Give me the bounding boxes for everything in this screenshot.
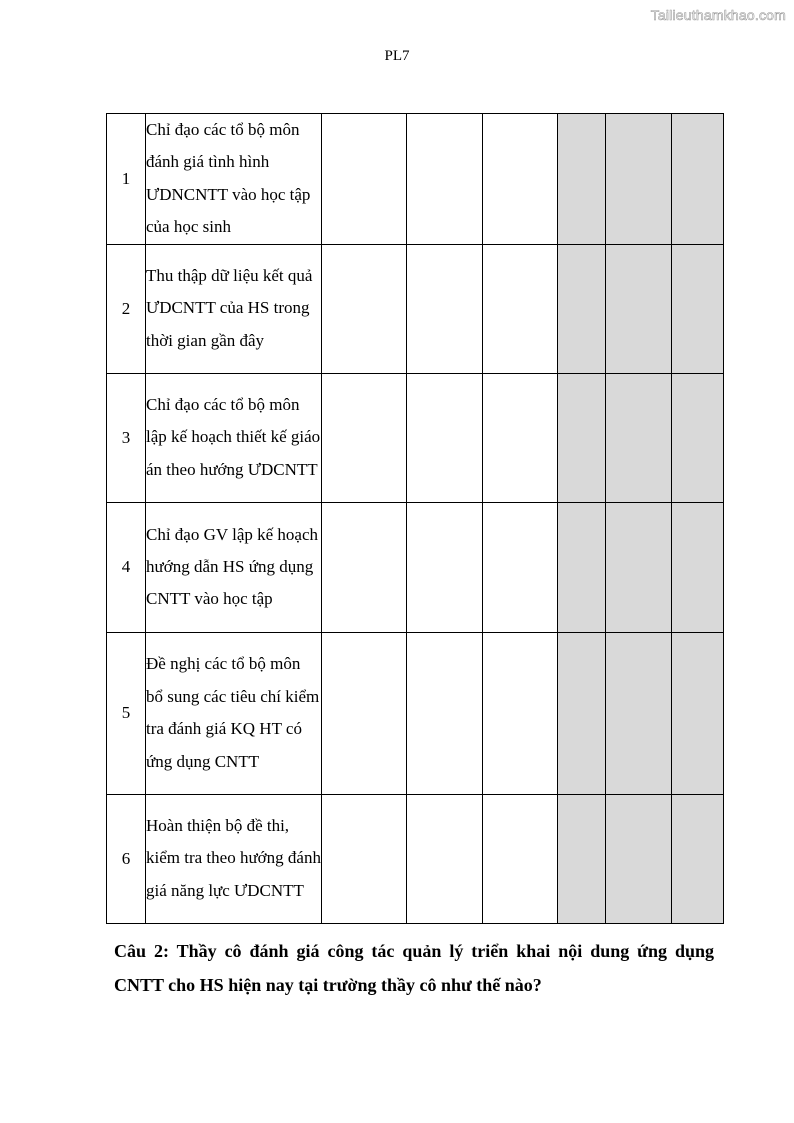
row-number: 4 [107, 502, 146, 632]
survey-table [106, 113, 724, 924]
question-text: Câu 2: Thầy cô đánh giá công tác quản lý triển khai nội dung ứng dụng CNTT cho HS hiện nay tại trường thầy cô như thế nào? [114, 941, 714, 995]
table-row [107, 502, 724, 632]
rating-cell [322, 244, 407, 373]
watermark: Tailieuthamkhao.com [650, 7, 786, 23]
table-row [107, 373, 724, 502]
shaded-cell [606, 244, 672, 373]
shaded-cell [672, 502, 724, 632]
shaded-cell [606, 373, 672, 502]
rating-cell [322, 632, 407, 794]
rating-cell [322, 794, 407, 923]
rating-cell [483, 373, 558, 502]
shaded-cell [606, 632, 672, 794]
rating-cell [483, 632, 558, 794]
shaded-cell [672, 794, 724, 923]
shaded-cell [558, 502, 606, 632]
row-content: Chỉ đạo GV lập kế hoạch hướng dẫn HS ứng dụng CNTT vào học tập [146, 502, 322, 632]
shaded-cell [672, 244, 724, 373]
row-number: 5 [107, 632, 146, 794]
shaded-cell [606, 794, 672, 923]
table-row [107, 794, 724, 923]
shaded-cell [558, 114, 606, 245]
shaded-cell [558, 373, 606, 502]
rating-cell [483, 502, 558, 632]
rating-cell [407, 114, 483, 245]
rating-cell [407, 244, 483, 373]
rating-cell [483, 114, 558, 245]
table-row [107, 114, 724, 245]
shaded-cell [558, 244, 606, 373]
row-content: Chỉ đạo các tổ bộ môn đánh giá tình hình ƯDNCNTT vào học tập của học sinh [146, 114, 322, 245]
shaded-cell [606, 502, 672, 632]
rating-cell [407, 502, 483, 632]
shaded-cell [558, 794, 606, 923]
rating-cell [407, 632, 483, 794]
row-content: Đề nghị các tổ bộ môn bổ sung các tiêu chí kiểm tra đánh giá KQ HT có ứng dụng CNTT [146, 632, 322, 794]
table-row [107, 244, 724, 373]
shaded-cell [558, 632, 606, 794]
row-content: Hoàn thiện bộ đề thi, kiểm tra theo hướng đánh giá năng lực ƯDCNTT [146, 794, 322, 923]
shaded-cell [672, 632, 724, 794]
rating-cell [322, 114, 407, 245]
row-content: Chỉ đạo các tổ bộ môn lập kế hoạch thiết kế giáo án theo hướng ƯDCNTT [146, 373, 322, 502]
shaded-cell [672, 373, 724, 502]
shaded-cell [606, 114, 672, 245]
rating-cell [407, 794, 483, 923]
rating-cell [322, 373, 407, 502]
row-number: 6 [107, 794, 146, 923]
row-number: 1 [107, 114, 146, 245]
rating-cell [483, 794, 558, 923]
row-number: 2 [107, 244, 146, 373]
row-number: 3 [107, 373, 146, 502]
rating-cell [407, 373, 483, 502]
rating-cell [483, 244, 558, 373]
table-row [107, 632, 724, 794]
rating-cell [322, 502, 407, 632]
page-number: PL7 [384, 48, 410, 64]
row-content: Thu thập dữ liệu kết quả ƯDCNTT của HS trong thời gian gần đây [146, 244, 322, 373]
shaded-cell [672, 114, 724, 245]
